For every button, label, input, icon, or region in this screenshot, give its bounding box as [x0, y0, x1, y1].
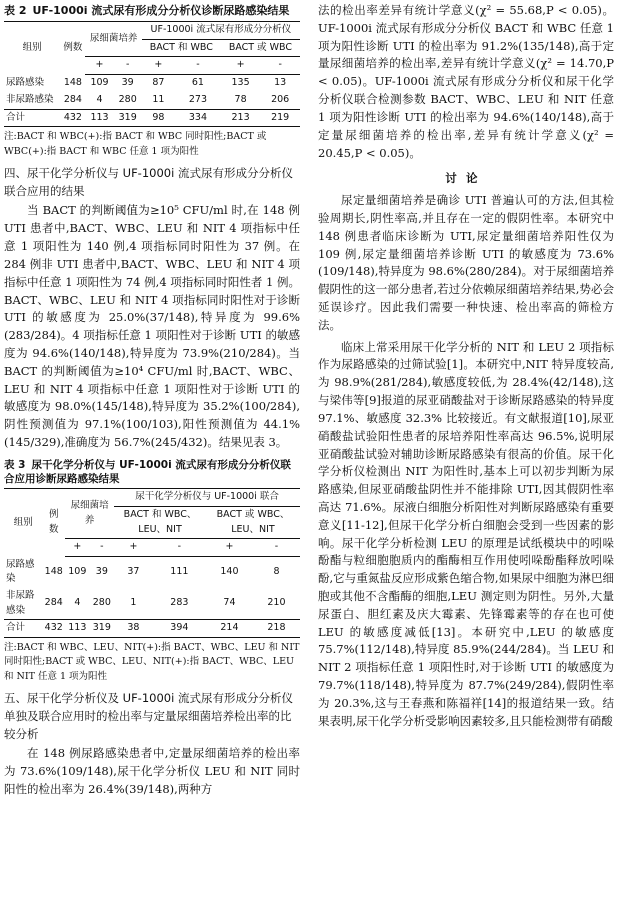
table2-caption	[4, 2, 300, 19]
left-column	[4, 2, 300, 799]
t3-h-group: 组别	[4, 489, 42, 557]
table-cell: 8	[273, 566, 280, 578]
section4-heading: 四、尿干化学分析仪与 UF-1000i 流式尿有形成分分析仪联合应用的结果	[4, 165, 293, 198]
table-cell: 135	[231, 77, 250, 89]
discussion-paragraph-1: 尿定量细菌培养是确诊 UTI 普遍认可的方法,但其检验周期长,阴性率高,并且存在一定的假阴性率。本研究中 148 例患者临床诊断为 UTI,尿定量细菌培养阳性仅为 109 例,尿定量细菌培养诊断 UTI 的敏感度为 73.6%(109/148),特异度为 98.6%(280/284)。对于尿细菌培养假阴性的这一部分患者,若过分依赖尿细菌培养结果,势必会延误诊疗。因此我们需要一种快速、检出率高的筛检方法。	[318, 193, 614, 332]
t2-h-or: BACT 或 WBC	[221, 39, 300, 57]
t2-h-group: 组别	[4, 22, 60, 75]
t2-h-pos: +	[221, 57, 261, 75]
t3-h-combo: 尿干化学分析仪与 UF-1000i 联合	[114, 489, 300, 507]
table-cell: 432	[42, 620, 65, 638]
right-column	[318, 2, 614, 731]
t3-h-neg: -	[90, 539, 115, 557]
table3-note: 注:BACT 和 WBC、LEU、NIT(+):指 BACT、WBC、LEU 和 NIT 同时阳性;BACT 或 WBC、LEU、NIT(+):指 BACT、WBC、LEU 和 NIT 任意 1 项为阳性	[4, 642, 300, 682]
discussion-paragraph-2: 临床上常采用尿干化学分析的 NIT 和 LEU 2 项指标作为尿路感染的过筛试验[1]。本研究中,NIT 特异度较高,为 98.9%(281/284),敏感度较低,为 28.4%(42/148),这与梁伟等[9]报道的尿亚硝酸盐对于诊断尿路感染的特异度 97.1%、敏感度 32.3% 比较接近。有文献报道[10],尿亚硝酸盐试验阳性患者的尿培养阳性率高达 96.5%,说明尿亚硝酸盐试验对辅助诊断尿路感染有很高的价值。尿干化学分析仪检测出 NIT 为阳性时,基本上可以初步判断为尿路感染,但尿亚硝酸盐阴性并不能排除 UTI,因其假阴性率高达 71.6%。尿液白细胞分析阳性对判断尿路感染有重要意义[11-12],但尿干化学分析白细胞会受到一些因素的影响。尿干化学分析检测 LEU 的原理是试纸模块中的吲哚酚酯与粒细胞胞质内的酯酶相互作用使吲哚酚酯释放吲哚酚,它与重氮盐反应形成紫色缩合物,如果尿中细胞为淋巴细胞或其他不含酯酶的细胞,LEU 测定则为阴性。另外,大量尿蛋白、胆红素及庆大霉素、先锋霉素等的存在也可使 LEU 的敏感度减低[13]。本研究中,LEU 的敏感度 75.7%(112/148),特异度 85.9%(244/284)。当 LEU 和 NIT 2 项指标任意 1 项阳性时,对于诊断 UTI 的敏感度为 79.7%(118/148),特异度为 87.7%(249/284),假阴性率为 20.3%,这与王春燕和陈福祥[14]的报道结果一致。结果表明,尿干化学分析受影响因素较多,且只能检测带有硝酸	[318, 339, 614, 728]
table-cell: 280	[92, 597, 111, 609]
t2-h-pos: +	[85, 57, 113, 75]
discussion-heading: 讨论	[445, 171, 487, 186]
table-cell: 148	[63, 76, 82, 88]
table-cell: 319	[114, 109, 142, 127]
t3-h-or: BACT 或 WBC、LEU、NIT	[206, 506, 300, 538]
table-cell: 113	[85, 109, 113, 127]
table-cell: 合计	[4, 620, 42, 638]
table-cell: 非尿路感染	[6, 93, 54, 105]
section5-heading: 五、尿干化学分析仪及 UF-1000i 流式尿有形成分分析仪单独及联合应用时的检出率与定量尿细菌培养检出率的比较分析	[4, 690, 293, 741]
table-cell: 334	[175, 109, 221, 127]
table2-note: 注:BACT 和 WBC(+):指 BACT 和 WBC 同时阳性;BACT 或 WBC(+):指 BACT 和 WBC 任意 1 项为阳性	[4, 131, 267, 157]
t2-h-neg: -	[175, 57, 221, 75]
table-cell: 219	[260, 109, 300, 127]
table-cell: 非尿路感染	[6, 590, 35, 616]
table-cell: 87	[152, 77, 165, 89]
table-cell: 61	[191, 77, 204, 89]
table3-title: 尿干化学分析仪与 UF-1000i 流式尿有形成分分析仪联合应用诊断尿路感染结果	[4, 458, 291, 486]
table-cell: 13	[274, 77, 287, 89]
table-cell: 113	[65, 620, 90, 638]
table-cell: 4	[74, 597, 81, 609]
table-cell: 4	[96, 93, 103, 105]
table-row-total	[4, 620, 300, 638]
table3-number: 表 3	[4, 458, 26, 471]
t3-h-and: BACT 和 WBC、LEU、NIT	[114, 506, 206, 538]
table-cell: 1	[130, 597, 137, 609]
table-cell: 74	[223, 597, 236, 609]
table-cell: 432	[60, 109, 85, 127]
table2-number: 表 2	[4, 4, 27, 17]
t2-h-neg: -	[260, 57, 300, 75]
table3	[4, 488, 300, 638]
t3-h-neg: -	[253, 539, 300, 557]
t3-h-culture: 尿细菌培养	[65, 489, 114, 539]
table-row	[4, 92, 300, 109]
table-cell: 11	[152, 93, 165, 105]
t3-h-pos: +	[206, 539, 253, 557]
table-cell: 218	[253, 620, 300, 638]
table-cell: 210	[267, 597, 286, 609]
table-cell: 214	[206, 620, 253, 638]
table2-title: UF-1000i 流式尿有形成分分析仪诊断尿路感染结果	[32, 4, 290, 17]
table-row-total	[4, 109, 300, 127]
t2-h-cases: 例数	[60, 22, 85, 75]
table-row	[4, 557, 300, 588]
table-cell: 206	[271, 93, 290, 105]
table-cell: 39	[95, 566, 108, 578]
table2	[4, 21, 300, 127]
table-cell: 109	[90, 77, 109, 89]
table-cell: 38	[114, 620, 153, 638]
table-row	[4, 75, 300, 92]
table-cell: 尿路感染	[6, 76, 45, 88]
table-cell: 尿路感染	[6, 558, 35, 585]
table-cell: 111	[170, 566, 189, 578]
section5-paragraph-start: 在 148 例尿路感染患者中,定量尿细菌培养的检出率为 73.6%(109/148),尿干化学分析仪 LEU 和 NIT 同时阳性的检出率为 26.4%(39/148),两种方	[4, 746, 300, 796]
table-cell: 213	[221, 109, 261, 127]
t2-h-pos: +	[142, 57, 175, 75]
table-cell: 合计	[4, 109, 60, 127]
t3-h-pos: +	[65, 539, 90, 557]
section4-paragraph: 当 BACT 的判断阈值为≥10⁵ CFU/ml 时,在 148 例 UTI 患者中,BACT、WBC、LEU 和 NIT 4 项指标中任意 1 项阳性为 140 例,4 项指标同时阳性为 37 例。在 284 例非 UTI 患者中,BACT、WBC、LEU 和 NIT 4 项指标中任意 1 项阳性为 74 例,4 项指标同时阳性者 1 例。BACT、WBC、LEU 和 NIT 4 项指标同时阳性对于诊断 UTI 的敏感度为 25.0%(37/148),特异度为 99.6%(283/284)。4 项指标任意 1 项阳性对于诊断 UTI 的敏感度为 94.6%(140/148),特异度为 73.9%(210/284)。当 BACT 的判断阈值为≥10⁴ CFU/ml 时,BACT、WBC、LEU 和 NIT 4 项指标中任意 1 项阳性对于诊断 UTI 的敏感度为 98.0%(145/148),特异度为 35.2%(100/284),阴性预测值为 97.1%(100/103),阳性预测值为 44.1%(145/329),准确度为 56.7%(245/432)。结果见表 3。	[4, 203, 300, 450]
table-cell: 39	[121, 77, 134, 89]
table-cell: 98	[142, 109, 175, 127]
t3-h-pos: +	[114, 539, 153, 557]
table-row	[4, 588, 300, 620]
table-cell: 140	[220, 566, 239, 578]
table-cell: 284	[44, 597, 63, 609]
t2-h-culture: 尿细菌培养	[85, 22, 141, 57]
table-cell: 78	[234, 93, 247, 105]
table-cell: 37	[127, 566, 140, 578]
table-cell: 319	[90, 620, 115, 638]
table-cell: 280	[118, 93, 137, 105]
t3-h-cases: 例数	[42, 489, 65, 557]
table-cell: 148	[44, 565, 63, 577]
table-cell: 273	[188, 93, 207, 105]
table3-caption	[4, 458, 300, 486]
table-cell: 283	[170, 597, 189, 609]
table-cell: 284	[63, 93, 82, 105]
table-cell: 109	[68, 566, 87, 578]
table-cell: 394	[153, 620, 206, 638]
t2-h-and: BACT 和 WBC	[142, 39, 221, 57]
section5-paragraph-cont: 法的检出率差异有统计学意义(χ² = 55.68,P < 0.05)。UF-1000i 流式尿有形成分分析仪 BACT 和 WBC 任意 1 项为阳性诊断 UTI 的检出率为 91.2%(135/148),高于定量尿细菌培养的检出率,差异有统计学意义(χ² = 14.70,P < 0.05)。UF-1000i 流式尿有形成分分析仪和尿干化学分析仪联合检测参数 BACT、WBC、LEU 和 NIT 任意 1 项为阳性诊断 UTI 的检出率为 94.6%(140/148),高于定量尿细菌培养的检出率,差异有统计学意义(χ² = 20.45,P < 0.05)。	[318, 3, 614, 160]
t2-h-neg: -	[114, 57, 142, 75]
t3-h-neg: -	[153, 539, 206, 557]
t2-h-uf: UF-1000i 流式尿有形成分分析仪	[142, 22, 300, 40]
